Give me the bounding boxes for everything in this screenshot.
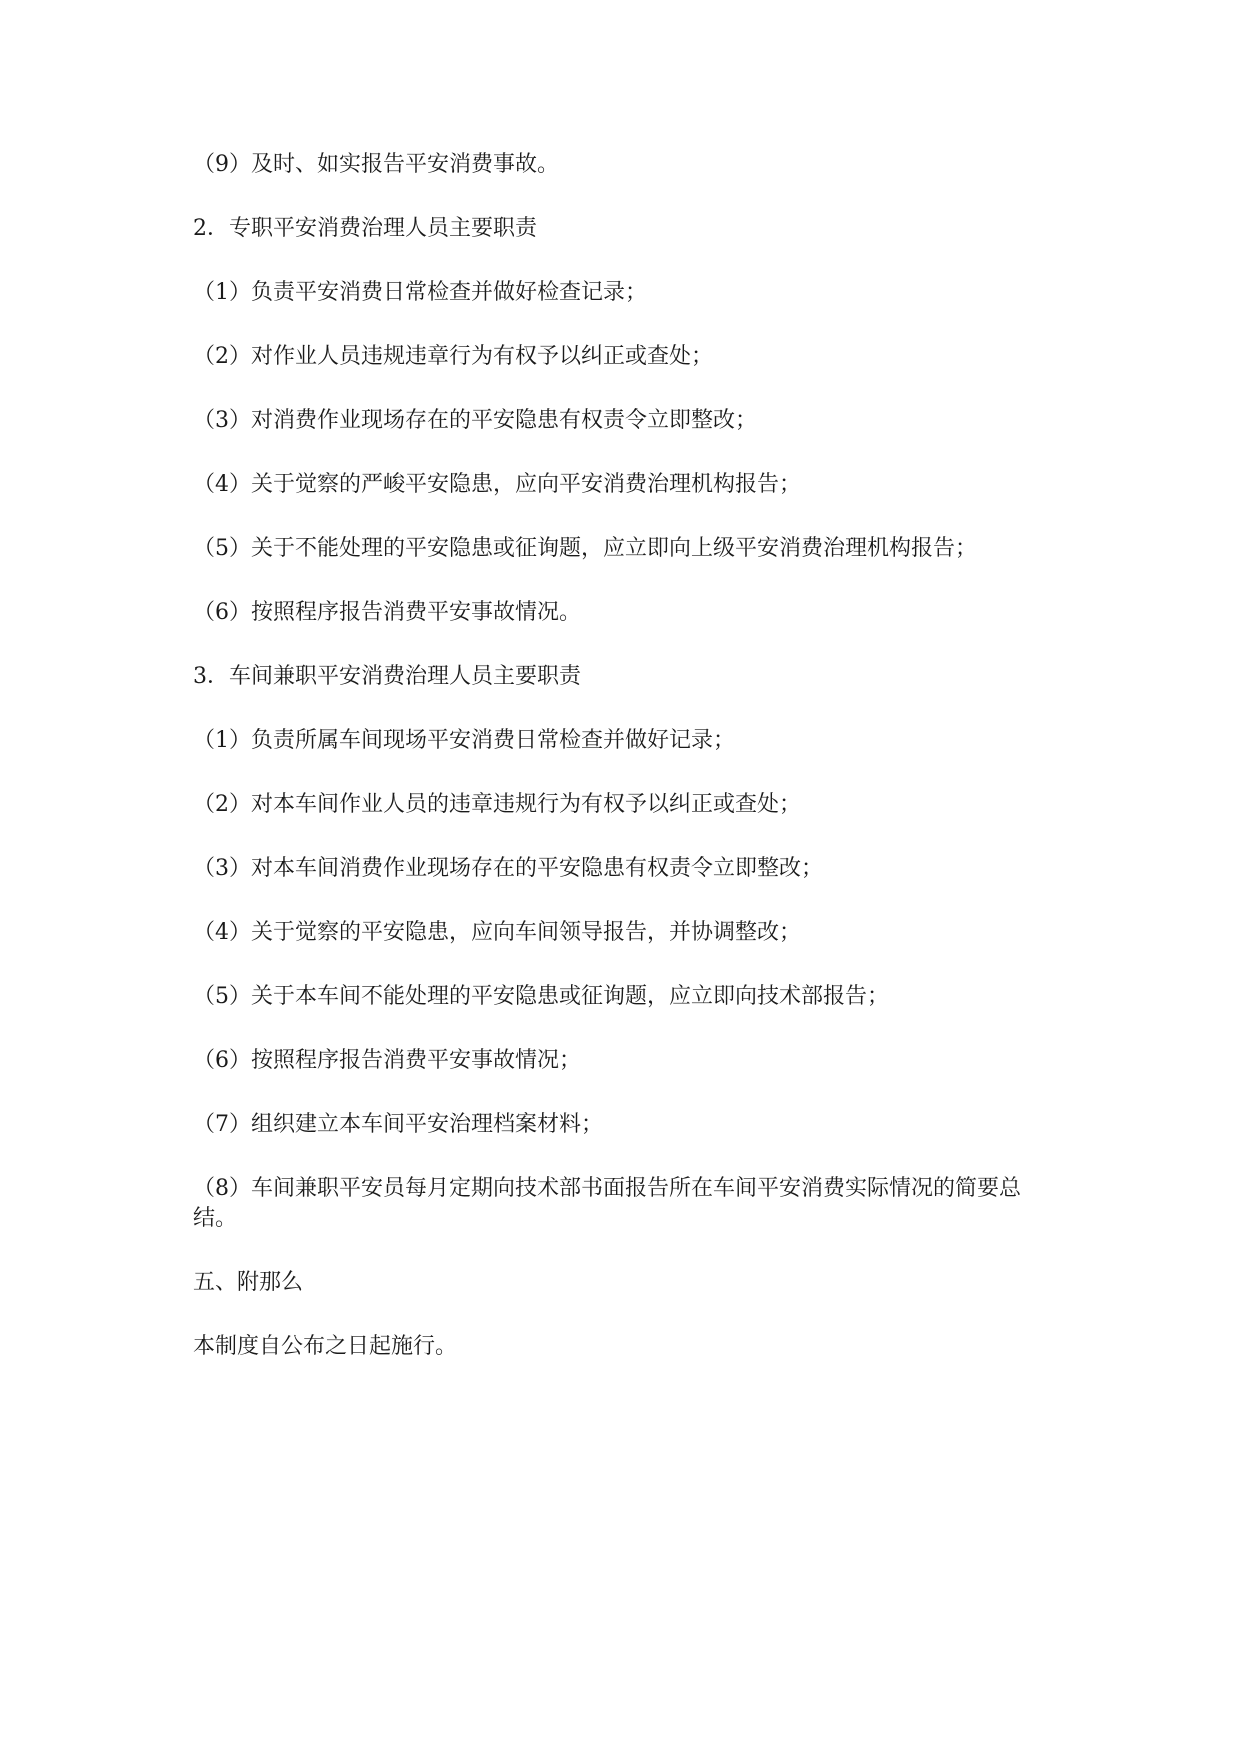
paragraph-item-1: （1）负责所属车间现场平安消费日常检查并做好记录； [193, 728, 735, 753]
paragraph-item-3: （3）对消费作业现场存在的平安隐患有权责令立即整改； [193, 408, 757, 433]
paragraph-item-4: （4）关于觉察的严峻平安隐患，应向平安消费治理机构报告； [193, 472, 801, 497]
section-heading-3: 3．车间兼职平安消费治理人员主要职责 [193, 664, 581, 689]
paragraph-item-9: （9）及时、如实报告平安消费事故。 [193, 152, 559, 177]
closing-statement: 本制度自公布之日起施行。 [193, 1334, 458, 1359]
paragraph-item-2: （2）对本车间作业人员的违章违规行为有权予以纠正或查处； [193, 792, 801, 817]
paragraph-item-6: （6）按照程序报告消费平安事故情况。 [193, 600, 581, 625]
paragraph-item-8: （8）车间兼职平安员每月定期向技术部书面报告所在车间平安消费实际情况的简要总结。 [193, 1176, 1021, 1231]
paragraph-item-1: （1）负责平安消费日常检查并做好检查记录； [193, 280, 647, 305]
section-heading-2: 2．专职平安消费治理人员主要职责 [193, 216, 537, 241]
paragraph-item-5: （5）关于本车间不能处理的平安隐患或征询题，应立即向技术部报告； [193, 984, 889, 1009]
paragraph-item-7: （7）组织建立本车间平安治理档案材料； [193, 1112, 603, 1137]
document-body [193, 150, 1053, 1396]
paragraph-item-4: （4）关于觉察的平安隐患，应向车间领导报告，并协调整改； [193, 920, 801, 945]
section-heading-5: 五、附那么 [193, 1270, 304, 1295]
paragraph-item-3: （3）对本车间消费作业现场存在的平安隐患有权责令立即整改； [193, 856, 823, 881]
paragraph-item-2: （2）对作业人员违规违章行为有权予以纠正或查处； [193, 344, 713, 369]
paragraph-item-6: （6）按照程序报告消费平安事故情况； [193, 1048, 581, 1073]
paragraph-item-5: （5）关于不能处理的平安隐患或征询题，应立即向上级平安消费治理机构报告； [193, 536, 977, 561]
